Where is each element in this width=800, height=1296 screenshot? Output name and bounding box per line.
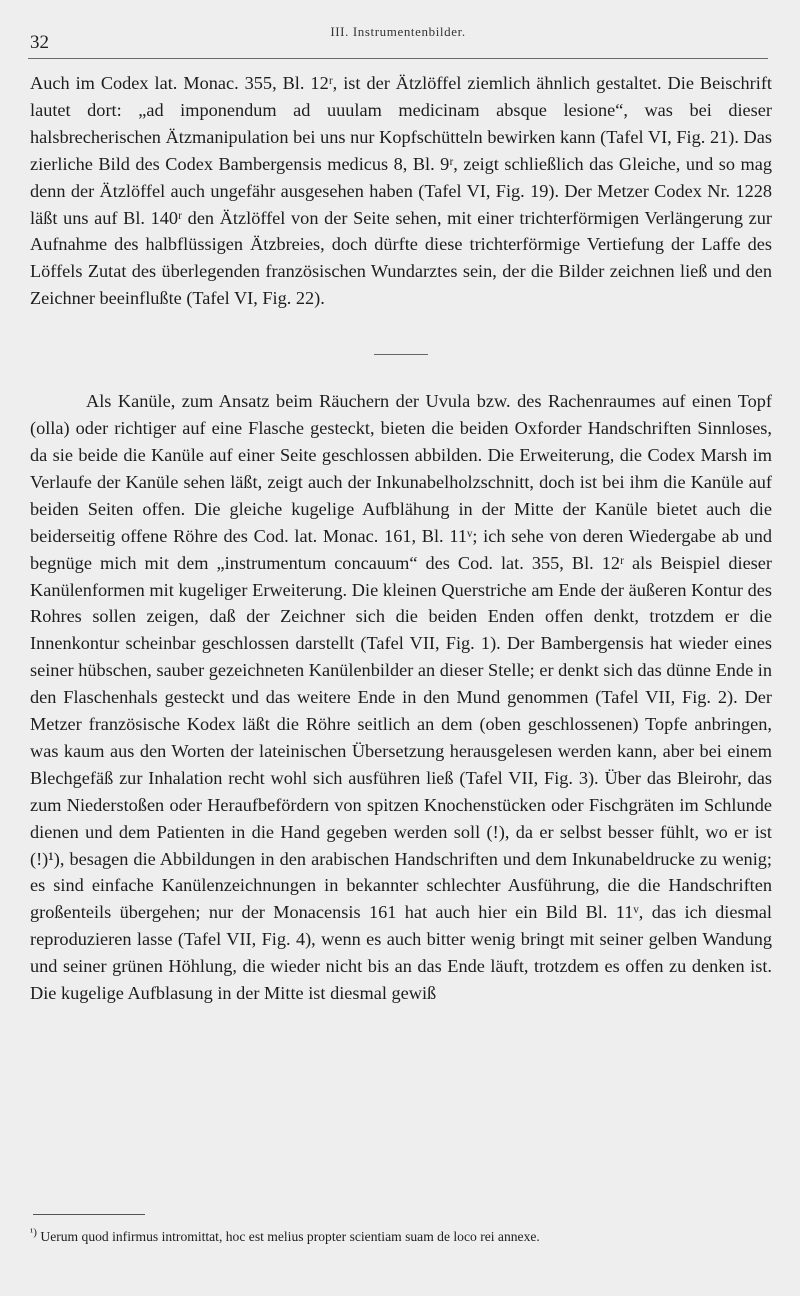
paragraph-etzloeffel: Auch im Codex lat. Monac. 355, Bl. 12ʳ, ist der Ätzlöffel ziemlich ähnlich gestaltet. Die Beischrift lautet dort: „ad imponendum ad uuulam medicinam absque lesione“, was bei dieser halsbrecherischen Ätzmanipulation bei uns nur Kopfschütteln bewirken kann (Tafel VI, Fig. 21). Das zierliche Bild des Codex Bambergensis medicus 8, Bl. 9ʳ, zeigt schließlich das Gleiche, und so mag denn der Ätzlöffel auch ungefähr ausgesehen haben (Tafel VI, Fig. 19). Der Metzer Codex Nr. 1228 läßt uns auf Bl. 140ʳ den Ätzlöffel von der Seite sehen, mit einer trichterförmigen Verlängerung zur Aufnahme des halbflüssigen Ätzbreies, doch dürfte diese trichterförmige Vertiefung der Laffe des Löffels Zutat des überlegenden französischen Wundarztes sein, der die Bilder zeichnen ließ und den Zeichner beeinflußte (Tafel VI, Fig. 22). bbox=[30, 73, 772, 309]
footnote-marker: ¹) bbox=[30, 1226, 37, 1239]
page-header bbox=[28, 22, 768, 59]
paragraph-kanuele: Als Kanüle, zum Ansatz beim Räuchern der Uvula bzw. des Rachenraumes auf einen Topf (olla) oder richtiger auf eine Flasche gesteckt, bieten die beiden Oxforder Handschriften Sinnloses, da sie beide die Kanüle auf einer Seite geschlossen abbilden. Die Erweiterung, die Codex Marsh im Verlaufe der Kanüle sehen läßt, zeigt auch der Inkunabelholzschnitt, doch ist bei ihm die Kanüle auf beiden Seiten offen. Die gleiche kugelige Aufblähung in der Mitte der Kanüle bietet auch die beiderseitig offene Röhre des Cod. lat. Monac. 161, Bl. 11ᵛ; ich sehe von deren Wiedergabe ab und begnüge mich mit dem „instrumentum concauum“ des Cod. lat. 355, Bl. 12ʳ als Beispiel dieser Kanülenformen mit kugeliger Erweiterung. Die kleinen Querstriche am Ende der äußeren Kontur des Rohres sollen zeigen, daß der Zeichner sich die beiden Enden offen denkt, trotzdem er die Innenkontur scheinbar geschlossen darstellt (Tafel VII, Fig. 1). Der Bambergensis hat wieder eines seiner hübschen, sauber gezeichneten Kanülenbilder an dieser Stelle; er denkt sich das dünne Ende in den Flaschenhals gesteckt und das weitere Ende in den Mund genommen (Tafel VII, Fig. 2). Der Metzer französische Kodex läßt die Röhre seitlich an dem (oben geschlossenen) Topfe anbringen, was kaum aus den Worten der lateinischen Übersetzung herausgelesen werden kann, aber bei einem Blechgefäß zur Inhalation recht wohl sich ausführen ließ (Tafel VII, Fig. 3). Über das Bleirohr, das zum Niederstoßen oder Heraufbefördern von spitzen Knochenstücken oder Fischgräten im Schlunde dienen und dem Patienten in die Hand gegeben werden soll (!), da er selbst besser fühlt, wo er ist (!)¹), besagen die Abbildungen in den arabischen Handschriften und dem Inkunabeldrucke zu wenig; es sind einfache Kanülenzeichnungen in bekannter schlechter Ausführung, die die Handschriften großenteils übergehen; nur der Monacensis 161 hat auch hier ein Bild Bl. 11ᵛ, das ich diesmal reproduzieren lasse (Tafel VII, Fig. 4), wenn es auch bitter wenig bringt mit seiner gelben Wandung und seiner grünen Höhlung, die wieder nicht bis an das Ende läuft, trotzdem es offen zu denken ist. Die kugelige Aufblasung in der Mitte ist diesmal gewiß bbox=[30, 391, 772, 1004]
main-text bbox=[30, 70, 772, 1007]
running-head: III. Instrumentenbilder. bbox=[330, 24, 466, 39]
footnote-text: Uerum quod infirmus intromittat, hoc est melius propter scientiam suam de loco rei annexe. bbox=[40, 1229, 540, 1244]
section-separator bbox=[374, 354, 428, 355]
footnote-rule bbox=[33, 1214, 145, 1215]
footnote bbox=[30, 1226, 774, 1248]
page-number: 32 bbox=[30, 32, 49, 53]
